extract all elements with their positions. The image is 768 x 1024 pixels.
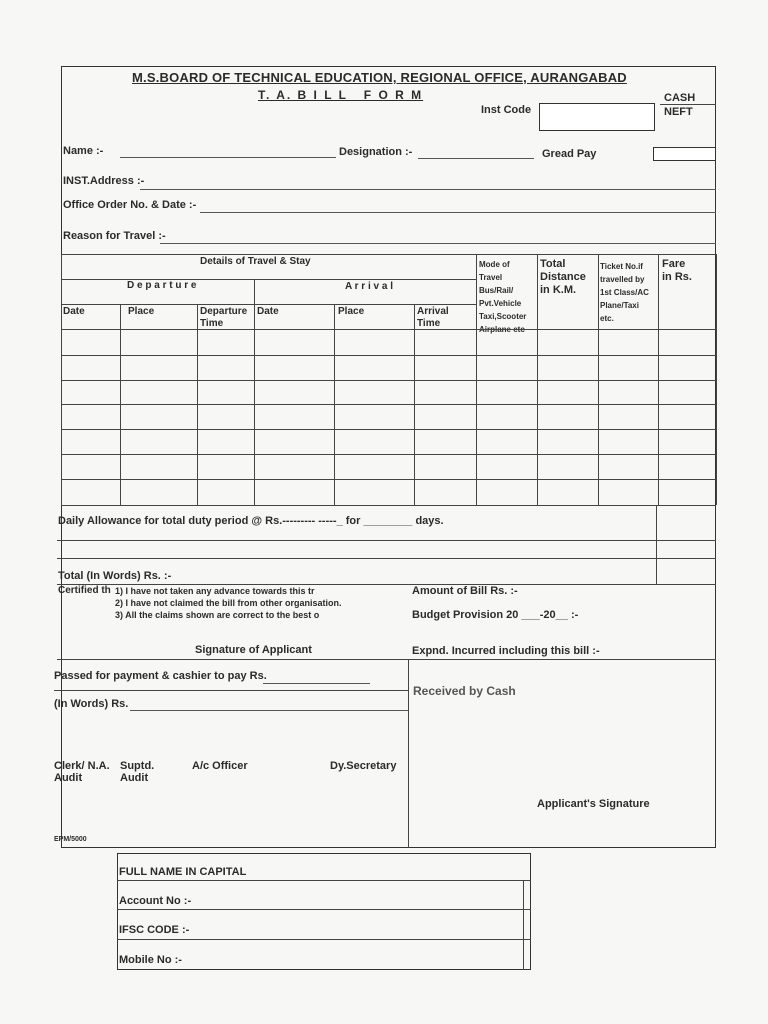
account-no-label: Account No :- [119,895,192,907]
departure-group-header: D e p a r t u r e [127,280,197,291]
col-fare: Fare in Rs. [662,258,692,283]
daily-allowance-line: Daily Allowance for total duty period @ Rs.--------- -----_ for ________ days. [58,515,444,527]
reason-label: Reason for Travel :- [63,230,166,242]
col-ticket-no: Ticket No.if travelled by 1st Class/AC Plane/Taxi etc. [600,262,649,323]
neft-label: NEFT [664,106,693,118]
certification-2: 2) I have not claimed the bill from other organisation. [115,598,342,608]
col-mode-of-travel: Mode of Travel Bus/Rail/ Pvt.Vehicle Taxi,Scooter Airplane etc [479,260,527,334]
col-total-distance: Total Distance in K.M. [540,258,586,296]
clerk-na-audit: Clerk/ N.A. Audit [54,760,110,784]
col-arrival-time: Arrival Time [417,306,449,329]
in-words-label: (In Words) Rs. [54,698,129,710]
office-order-label: Office Order No. & Date :- [63,199,197,211]
table-column-rule [254,279,255,505]
col-place-arrival: Place [338,306,365,317]
budget-provision-label: Budget Provision 20 ___-20__ :- [412,609,579,621]
form-frame [61,66,716,848]
table-row-rule [61,429,716,430]
expnd-incurred-label: Expnd. Incurred including this bill :- [412,645,600,657]
passed-amount-field[interactable] [263,683,370,684]
designation-label: Designation :- [339,146,413,158]
certification-3: 3) All the claims shown are correct to the best o [115,610,320,620]
certification-1: 1) I have not taken any advance towards this tr [115,586,315,596]
table-column-rule [716,254,717,505]
received-by-cash-label: Received by Cash [413,684,516,698]
form-title: T. A. B I L L F O R M [258,88,424,102]
ifsc-code-label: IFSC CODE :- [119,924,190,936]
table-row-rule [61,329,716,330]
table-row-rule [61,479,716,480]
applicant-signature-label: Applicant's Signature [537,798,650,810]
signature-of-applicant: Signature of Applicant [195,644,312,656]
footer-code: EPM/5000 [54,836,87,843]
table-row-rule [61,404,716,405]
col-departure-time: Departure Time [200,306,248,329]
amount-of-bill-label: Amount of Bill Rs. :- [412,585,518,597]
table-row-rule [61,355,716,356]
mobile-no-label: Mobile No :- [119,954,182,966]
arrival-group-header: A r r i v a l [345,281,393,292]
total-in-words-label: Total (In Words) Rs. :- [58,570,172,582]
designation-field[interactable] [418,158,534,159]
board-title: M.S.BOARD OF TECHNICAL EDUCATION, REGIONAL OFFICE, AURANGABAD [132,70,627,85]
table-row-rule [61,380,716,381]
name-label: Name :- [63,145,104,157]
ac-officer-label: A/c Officer [192,760,248,772]
full-name-label: FULL NAME IN CAPITAL [119,866,247,878]
grade-pay-field[interactable] [653,147,716,161]
inst-address-label: INST.Address :- [63,175,145,187]
col-place-departure: Place [128,306,155,317]
certified-label: Certified th [58,585,111,596]
grade-pay-label: Gread Pay [542,148,597,160]
table-row-rule [61,454,716,455]
col-date-departure: Date [63,306,85,317]
travel-section-title: Details of Travel & Stay [200,256,311,267]
inst-code-label: Inst Code [481,104,532,116]
cash-label: CASH [664,92,696,104]
passed-for-payment-label: Passed for payment & cashier to pay Rs. [54,670,267,682]
dy-secretary-label: Dy.Secretary [330,760,397,772]
suptd-audit: Suptd. Audit [120,760,155,784]
table-row-rule [61,505,716,506]
inst-code-field[interactable] [539,103,655,131]
inst-address-field[interactable] [140,189,716,190]
office-order-field[interactable] [200,212,716,213]
name-field[interactable] [120,157,336,158]
reason-field[interactable] [160,243,716,244]
in-words-field[interactable] [130,710,408,711]
col-date-arrival: Date [257,306,279,317]
